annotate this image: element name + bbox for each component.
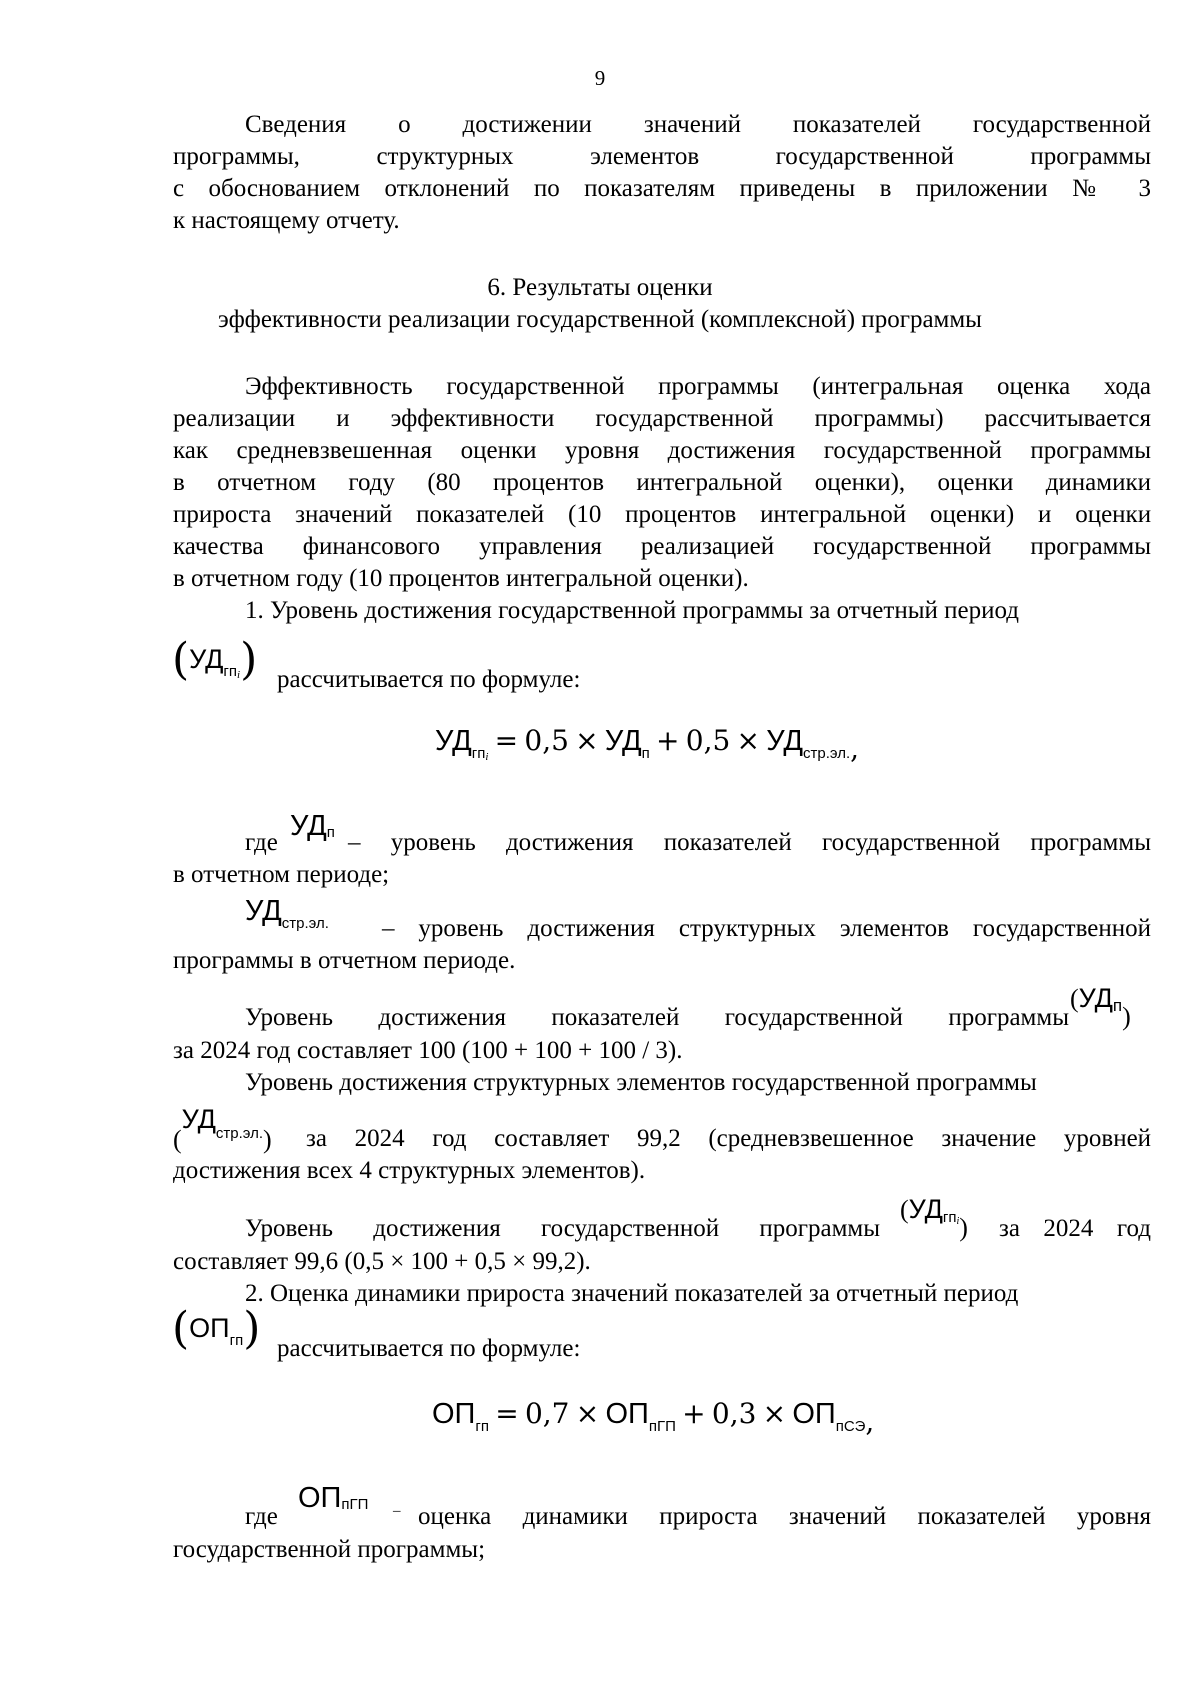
para3-line2: за 2024 год составляет 100 (100 + 100 + 100 / 3). (173, 1037, 683, 1064)
para5-line2: составляет 99,6 (0,5 × 100 + 0,5 × 99,2). (173, 1248, 591, 1275)
para2-line2: реализации и эффективности государственной программы) рассчитывается (173, 405, 1151, 432)
formula-ud-gp: $УД_{гпi} = 0,5 \times УД_п + 0,5 \times УД_{стр.эл.}$, (435, 724, 860, 765)
para5-line1: Уровень достижения государственной программы (245, 1215, 881, 1242)
where3-line2: государственной программы; (173, 1536, 486, 1563)
para2-line1: Эффективность государственной программы (интегральная оценка хода (245, 373, 1152, 400)
where1-line1: – уровень достижения показателей государственной программы (348, 829, 1151, 856)
item1-line1: 1. Уровень достижения государственной программы за отчетный период (245, 597, 1019, 624)
where1-gde: где (245, 829, 278, 856)
para4-line3: достижения всех 4 структурных элементов). (173, 1157, 646, 1184)
para4-line2: за 2024 год составляет 99,2 (средневзвешенное значение уровней (306, 1125, 1152, 1152)
para3-line1: Уровень достижения показателей государственной программы (245, 1004, 1069, 1031)
para2-line5: прироста значений показателей (10 процентов интегральной оценки) и оценки (173, 501, 1152, 528)
item2-line2: рассчитывается по формуле: (277, 1335, 581, 1362)
where2-line2: программы в отчетном периоде. (173, 947, 516, 974)
item1-symbol: (УДгпi) (172, 634, 258, 685)
where3-gde: где (245, 1503, 278, 1530)
para4-symbol: $(УД_{стр.эл.})$ (173, 1104, 272, 1154)
item1-line2: рассчитывается по формуле: (277, 666, 581, 693)
para2-line4: в отчетном году (80 процентов интегральной оценки), оценки динамики (173, 469, 1151, 496)
para1-line1: Сведения о достижении значений показателей государственной (245, 111, 1152, 138)
para5-tail: за 2024 год (999, 1215, 1151, 1242)
page-number: 9 (594, 66, 606, 90)
where3-symbol: ОПпГП (298, 1482, 369, 1514)
item2-symbol: (ОПгп) (172, 1303, 261, 1354)
where2-symbol: $УД_{стр.эл.}$ (245, 895, 329, 932)
para1-line2: программы, структурных элементов государственной программы (173, 143, 1152, 170)
where1-line2: в отчетном периоде; (173, 861, 390, 888)
para2-line3: как средневзвешенная оценки уровня достижения государственной программы (173, 437, 1152, 464)
where1-symbol: УДп (290, 810, 335, 842)
para2-line7: в отчетном году (10 процентов интегральной оценки). (173, 565, 749, 592)
para5-symbol: (УДгп$_i$) (900, 1194, 968, 1242)
formula-op-gp: $ОП_{гп} = 0,7 \times ОП_{пГП} + 0,3 \times ОП_{пСЭ}$, (432, 1397, 875, 1438)
where3-line1: оценка динамики прироста значений показателей уровня (418, 1503, 1152, 1530)
section-title: 6. Результаты оценки (487, 274, 713, 301)
para1-line3: с обоснованием отклонений по показателям приведены в приложении № 3 (173, 175, 1152, 202)
para1-line4: к настоящему отчету. (173, 207, 400, 234)
section-subtitle: эффективности реализации государственной (комплексной) программы (218, 306, 982, 333)
para3-symbol: (УДп) (1070, 983, 1131, 1031)
where3-dash: – (393, 1503, 401, 1519)
where2-line1: – уровень достижения структурных элементов государственной (382, 915, 1152, 942)
item2-line1: 2. Оценка динамики прироста значений показателей за отчетный период (245, 1280, 1019, 1307)
para2-line6: качества финансового управления реализацией государственной программы (173, 533, 1152, 560)
para4-line1: Уровень достижения структурных элементов государственной программы (245, 1069, 1037, 1096)
